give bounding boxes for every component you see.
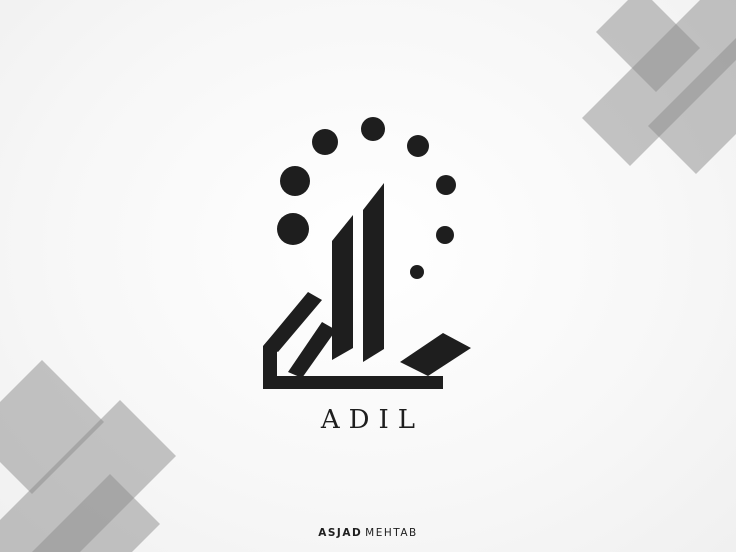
- dot-3: [312, 129, 338, 155]
- arabic-calligraphy-logo-icon: [255, 110, 485, 400]
- designer-signature: [0, 527, 736, 539]
- dot-7: [436, 226, 454, 244]
- dot-1: [277, 213, 309, 245]
- logo-name-text: ADIL: [320, 405, 425, 435]
- dot-2: [280, 166, 310, 196]
- dot-8: [410, 265, 424, 279]
- dot-5: [407, 135, 429, 157]
- stroke-lam: [332, 215, 353, 360]
- dot-6: [436, 175, 456, 195]
- stroke-alif: [363, 183, 384, 362]
- stroke-ayn: [400, 333, 471, 376]
- signature-last-name: MEHTAB: [365, 527, 418, 539]
- dot-4: [361, 117, 385, 141]
- signature-first-name: ASJAD: [318, 527, 363, 539]
